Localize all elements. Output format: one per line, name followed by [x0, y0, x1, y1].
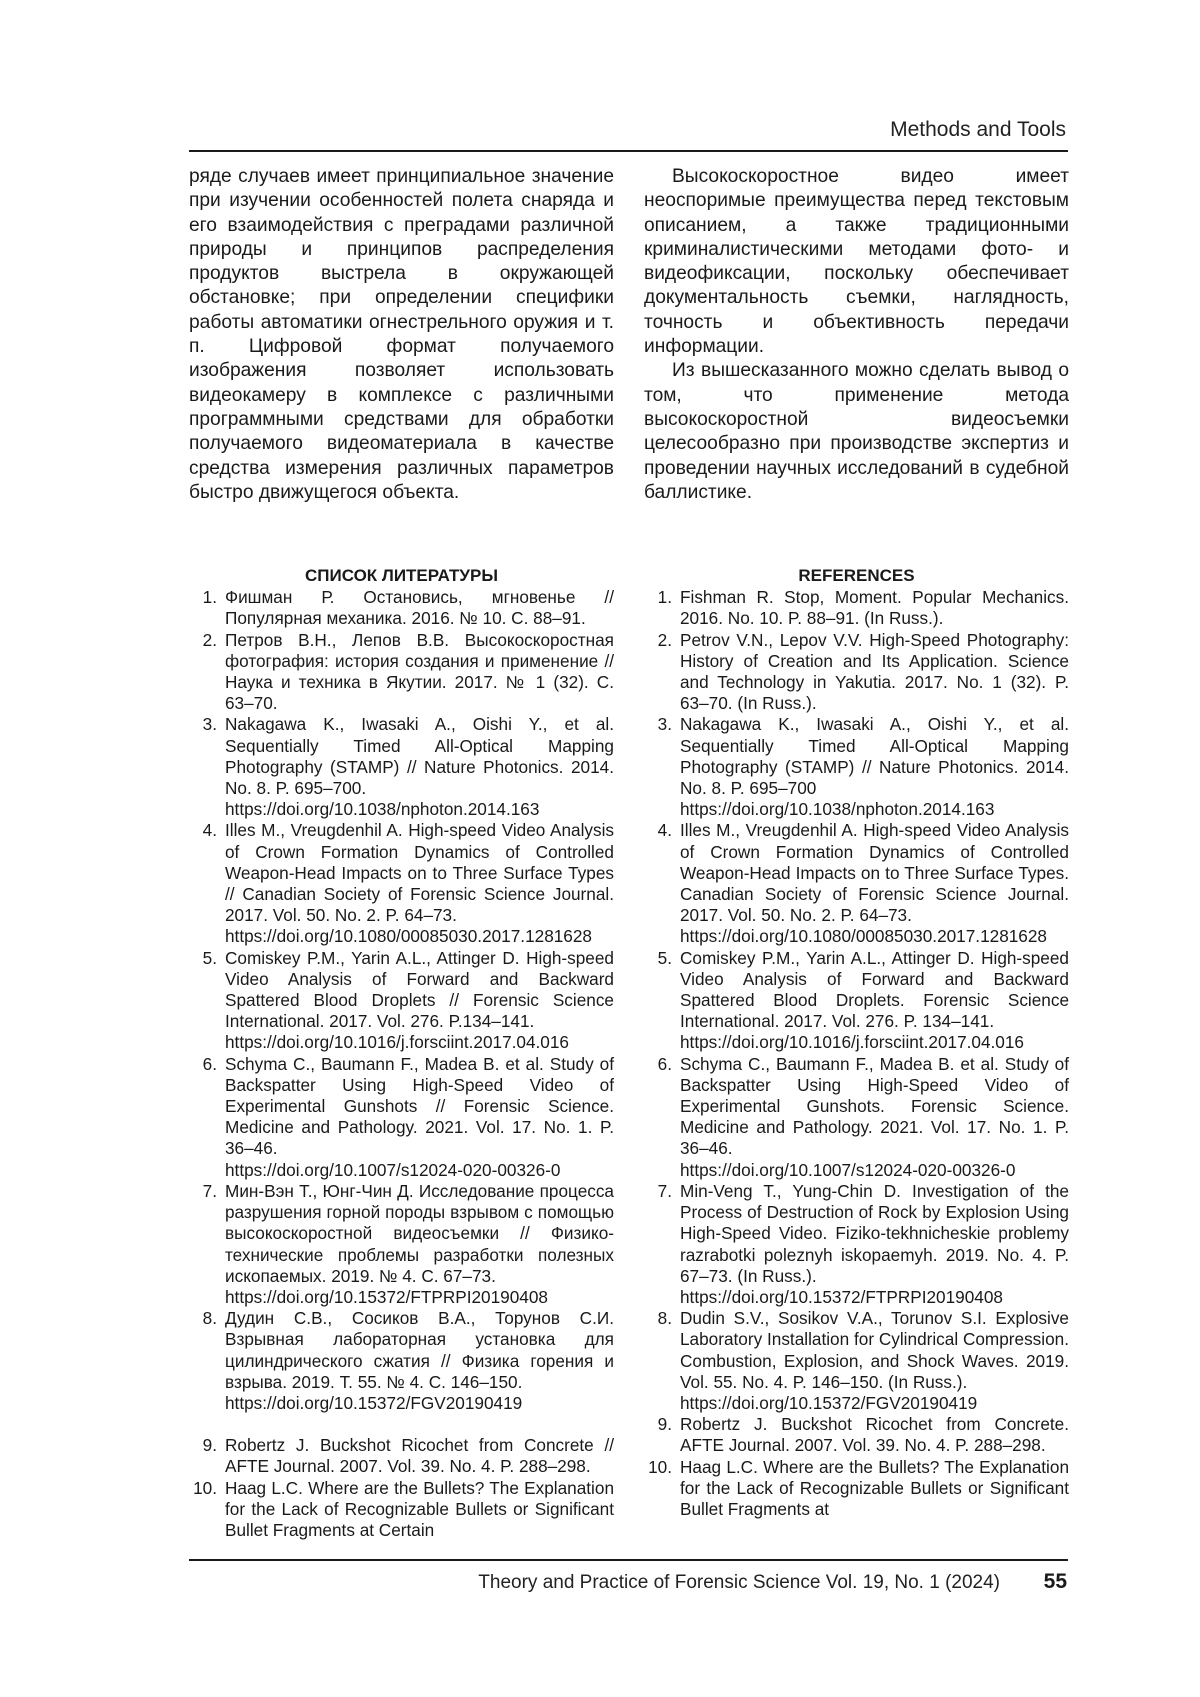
- reference-number: 3.: [202, 714, 217, 735]
- reference-doi-link[interactable]: https://doi.org/10.1007/s12024-020-00326-0: [225, 1159, 561, 1180]
- reference-number: 6.: [657, 1053, 672, 1074]
- body-paragraph: ряде случаев имеет принципиальное значение при изучении особенностей полета снаряда и его взаимодействия с преградами различной природы и принципов распределения продуктов выстрела в окружающей обстановке; при определении специфики работы автоматики огнестрельного оружия и т. п. Цифровой формат получаемого изображения позволяет использовать видеокамеру в комплексе с различными программными средствами для обработки получаемого видеоматериала в качестве средства измерения различных параметров быстро движущегося объекта.: [189, 166, 614, 503]
- reference-number: 7.: [657, 1180, 672, 1201]
- reference-citation: Nakagawa K., Iwasaki A., Oishi Y., et al. Sequentially Timed All-Optical Mapping Photography (STAMP) // Nature Photonics. 2014. No. 8. P. 695–700: [680, 714, 1069, 799]
- reference-citation: Schyma C., Baumann F., Madea B. et al. Study of Backspatter Using High-Speed Video of Experimental Gunshots // Forensic Science. Medicine and Pathology. 2021. Vol. 17. No. 1. P. 36–46.: [225, 1053, 614, 1159]
- reference-item: [189, 1478, 614, 1542]
- reference-citation: Petrov V.N., Lepov V.V. High-Speed Photography: History of Creation and Its Application. Science and Technology in Yakutia. 2017. No. 1 (32). P. 63–70. (In Russ.).: [680, 629, 1069, 714]
- reference-item: [644, 948, 1069, 1054]
- reference-doi-link[interactable]: https://doi.org/10.1080/00085030.2017.1281628: [680, 926, 1047, 947]
- body-paragraph: Высокоскоростное видео имеет неоспоримые преимущества перед текстовым описанием, а также традиционными криминалистическими методами фото- и видеофиксации, поскольку обеспечивает документальность съемки, наглядность, точность и объективность передачи информации.: [644, 166, 1069, 358]
- reference-citation: Петров В.Н., Лепов В.В. Высокоскоростная фотография: история создания и применение // Наука и техника в Якутии. 2017. № 1 (32). С. 63–70.: [225, 629, 614, 714]
- references-russian: [189, 565, 614, 1541]
- reference-item: [644, 630, 1069, 715]
- reference-number: 2.: [202, 629, 217, 650]
- reference-number: 9.: [202, 1435, 217, 1456]
- reference-text: [680, 714, 1069, 820]
- reference-doi-link[interactable]: https://doi.org/10.1080/00085030.2017.1281628: [225, 926, 592, 947]
- reference-text: [225, 1308, 614, 1414]
- reference-citation: Illes M., Vreugdenhil A. High-speed Video Analysis of Crown Formation Dynamics of Controlled Weapon-Head Impacts on to Three Surface Types. Canadian Society of Forensic Science Journal. 2017. Vol. 50. No. 2. P. 64–73.: [680, 820, 1069, 926]
- reference-text: [680, 1457, 1069, 1521]
- reference-item: [189, 820, 614, 947]
- reference-text: [225, 1181, 614, 1308]
- reference-text: [680, 948, 1069, 1054]
- reference-citation: Comiskey P.M., Yarin A.L., Attinger D. High-speed Video Analysis of Forward and Backward Spattered Blood Droplets // Forensic Science International. 2017. Vol. 276. P.134–141.: [225, 947, 614, 1032]
- reference-citation: Haag L.C. Where are the Bullets? The Explanation for the Lack of Recognizable Bullets or Significant Bullet Fragments at: [680, 1456, 1069, 1519]
- reference-citation: Фишман Р. Остановись, мгновенье // Популярная механика. 2016. № 10. С. 88–91.: [225, 587, 614, 629]
- reference-item: [644, 1181, 1069, 1308]
- reference-doi-link[interactable]: https://doi.org/10.15372/FGV20190419: [680, 1392, 978, 1413]
- reference-text: [680, 820, 1069, 947]
- references-heading: СПИСОК ЛИТЕРАТУРЫ: [305, 566, 498, 585]
- reference-item: [189, 1181, 614, 1308]
- reference-text: [680, 1414, 1069, 1456]
- reference-number: 3.: [657, 714, 672, 735]
- reference-citation: Nakagawa K., Iwasaki A., Oishi Y., et al. Sequentially Timed All-Optical Mapping Photography (STAMP) // Nature Photonics. 2014. No. 8. P. 695–700.: [225, 714, 614, 799]
- reference-item: [644, 587, 1069, 629]
- reference-citation: Robertz J. Buckshot Ricochet from Concrete. AFTE Journal. 2007. Vol. 39. No. 4. P. 288–298.: [680, 1414, 1069, 1456]
- reference-text: [225, 630, 614, 715]
- reference-citation: Comiskey P.M., Yarin A.L., Attinger D. High-speed Video Analysis of Forward and Backward Spattered Blood Droplets. Forensic Science International. 2017. Vol. 276. P. 134–141.: [680, 947, 1069, 1032]
- reference-doi-link[interactable]: https://doi.org/10.1016/j.forsciint.2017.04.016: [680, 1032, 1024, 1053]
- body-text-left-column: [189, 165, 614, 505]
- reference-text: [225, 714, 614, 820]
- reference-citation: Min-Veng T., Yung-Chin D. Investigation of the Process of Destruction of Rock by Explosion Using High-Speed Video. Fiziko-tekhnicheskie problemy razrabotki poleznyh iskopaemyh. 2019. No. 4. P. 67–73. (In Russ.).: [680, 1180, 1069, 1286]
- reference-doi-link[interactable]: https://doi.org/10.15372/FTPRPI20190408: [225, 1286, 548, 1307]
- reference-number: 5.: [657, 947, 672, 968]
- reference-item: [189, 714, 614, 820]
- reference-number: 9.: [657, 1414, 672, 1435]
- body-paragraph: Из вышесказанного можно сделать вывод о том, что применение метода высокоскоростной видеосъемки целесообразно при производстве экспертиз и проведении научных исследований в судебной баллистике.: [644, 360, 1069, 503]
- reference-citation: Robertz J. Buckshot Ricochet from Concrete // AFTE Journal. 2007. Vol. 39. No. 4. P. 288–298.: [225, 1435, 614, 1477]
- body-text-right-column: [644, 165, 1069, 505]
- reference-item: [189, 587, 614, 629]
- reference-item: [644, 1054, 1069, 1181]
- reference-citation: Dudin S.V., Sosikov V.A., Torunov S.I. Explosive Laboratory Installation for Cylindrical Compression. Combustion, Explosion, and Shock Waves. 2019. Vol. 55. No. 4. P. 146–150. (In Russ.).: [680, 1308, 1069, 1392]
- reference-text: [225, 948, 614, 1054]
- footer-divider: [189, 1559, 1068, 1561]
- reference-citation: Fishman R. Stop, Moment. Popular Mechanics. 2016. No. 10. P. 88–91. (In Russ.).: [680, 587, 1069, 629]
- reference-doi-link[interactable]: https://doi.org/10.15372/FTPRPI20190408: [680, 1286, 1003, 1307]
- reference-list: [644, 587, 1069, 1520]
- reference-item: [189, 948, 614, 1054]
- reference-item: [644, 820, 1069, 947]
- reference-text: [225, 1478, 614, 1542]
- reference-text: [225, 820, 614, 947]
- reference-number: 7.: [202, 1180, 217, 1201]
- reference-text: [225, 587, 614, 629]
- reference-doi-link[interactable]: https://doi.org/10.1038/nphoton.2014.163: [225, 799, 540, 820]
- reference-text: [225, 1435, 614, 1477]
- reference-citation: Haag L.C. Where are the Bullets? The Explanation for the Lack of Recognizable Bullets or Significant Bullet Fragments at Certain: [225, 1477, 614, 1540]
- reference-text: [680, 1181, 1069, 1308]
- reference-number: 1.: [657, 587, 672, 608]
- reference-item: [644, 1457, 1069, 1521]
- reference-number: 2.: [657, 629, 672, 650]
- reference-item: [189, 1054, 614, 1181]
- running-header-title: Methods and Tools: [890, 118, 1066, 141]
- reference-item: [644, 714, 1069, 820]
- reference-item: [189, 1308, 614, 1414]
- reference-item: [644, 1414, 1069, 1456]
- reference-text: [680, 1054, 1069, 1181]
- reference-citation: Мин-Вэн Т., Юнг-Чин Д. Исследование процесса разрушения горной породы взрывом с помощью высокоскоростной видеосъемки // Физико-технические проблемы разработки полезных ископаемых. 2019. № 4. С. 67–73.: [225, 1180, 614, 1286]
- reference-text: [680, 1308, 1069, 1414]
- reference-number: 4.: [202, 820, 217, 841]
- reference-number: 8.: [657, 1308, 672, 1329]
- reference-citation: Illes M., Vreugdenhil A. High-speed Video Analysis of Crown Formation Dynamics of Controlled Weapon-Head Impacts on to Three Surface Types // Canadian Society of Forensic Science Journal. 2017. Vol. 50. No. 2. P. 64–73.: [225, 820, 614, 926]
- reference-citation: Дудин С.В., Сосиков В.А., Торунов С.И. Взрывная лабораторная установка для цилиндрического сжатия // Физика горения и взрыва. 2019. Т. 55. № 4. С. 146–150.: [225, 1308, 614, 1392]
- reference-number: 10.: [648, 1456, 672, 1477]
- reference-text: [680, 630, 1069, 715]
- page-number: 55: [1043, 1570, 1067, 1593]
- reference-number: 4.: [657, 820, 672, 841]
- header-divider: [189, 150, 1068, 152]
- reference-number: 10.: [193, 1477, 217, 1498]
- reference-item: [189, 1435, 614, 1477]
- reference-doi-link[interactable]: https://doi.org/10.1007/s12024-020-00326-0: [680, 1159, 1016, 1180]
- reference-list: [189, 587, 614, 1541]
- reference-doi-link[interactable]: https://doi.org/10.1016/j.forsciint.2017.04.016: [225, 1032, 569, 1053]
- reference-number: 1.: [202, 587, 217, 608]
- reference-text: [225, 1054, 614, 1181]
- reference-text: [680, 587, 1069, 629]
- reference-citation: Schyma C., Baumann F., Madea B. et al. Study of Backspatter Using High-Speed Video of Experimental Gunshots. Forensic Science. Medicine and Pathology. 2021. Vol. 17. No. 1. P. 36–46.: [680, 1053, 1069, 1159]
- reference-item: [189, 630, 614, 715]
- footer-journal-citation: Theory and Practice of Forensic Science Vol. 19, No. 1 (2024): [478, 1572, 1000, 1593]
- reference-number: 5.: [202, 947, 217, 968]
- reference-doi-link[interactable]: https://doi.org/10.15372/FGV20190419: [225, 1392, 523, 1413]
- reference-number: 6.: [202, 1053, 217, 1074]
- reference-doi-link[interactable]: https://doi.org/10.1038/nphoton.2014.163: [680, 799, 995, 820]
- references-english: [644, 565, 1069, 1520]
- references-heading: REFERENCES: [798, 566, 915, 585]
- reference-number: 8.: [202, 1308, 217, 1329]
- reference-item: [644, 1308, 1069, 1414]
